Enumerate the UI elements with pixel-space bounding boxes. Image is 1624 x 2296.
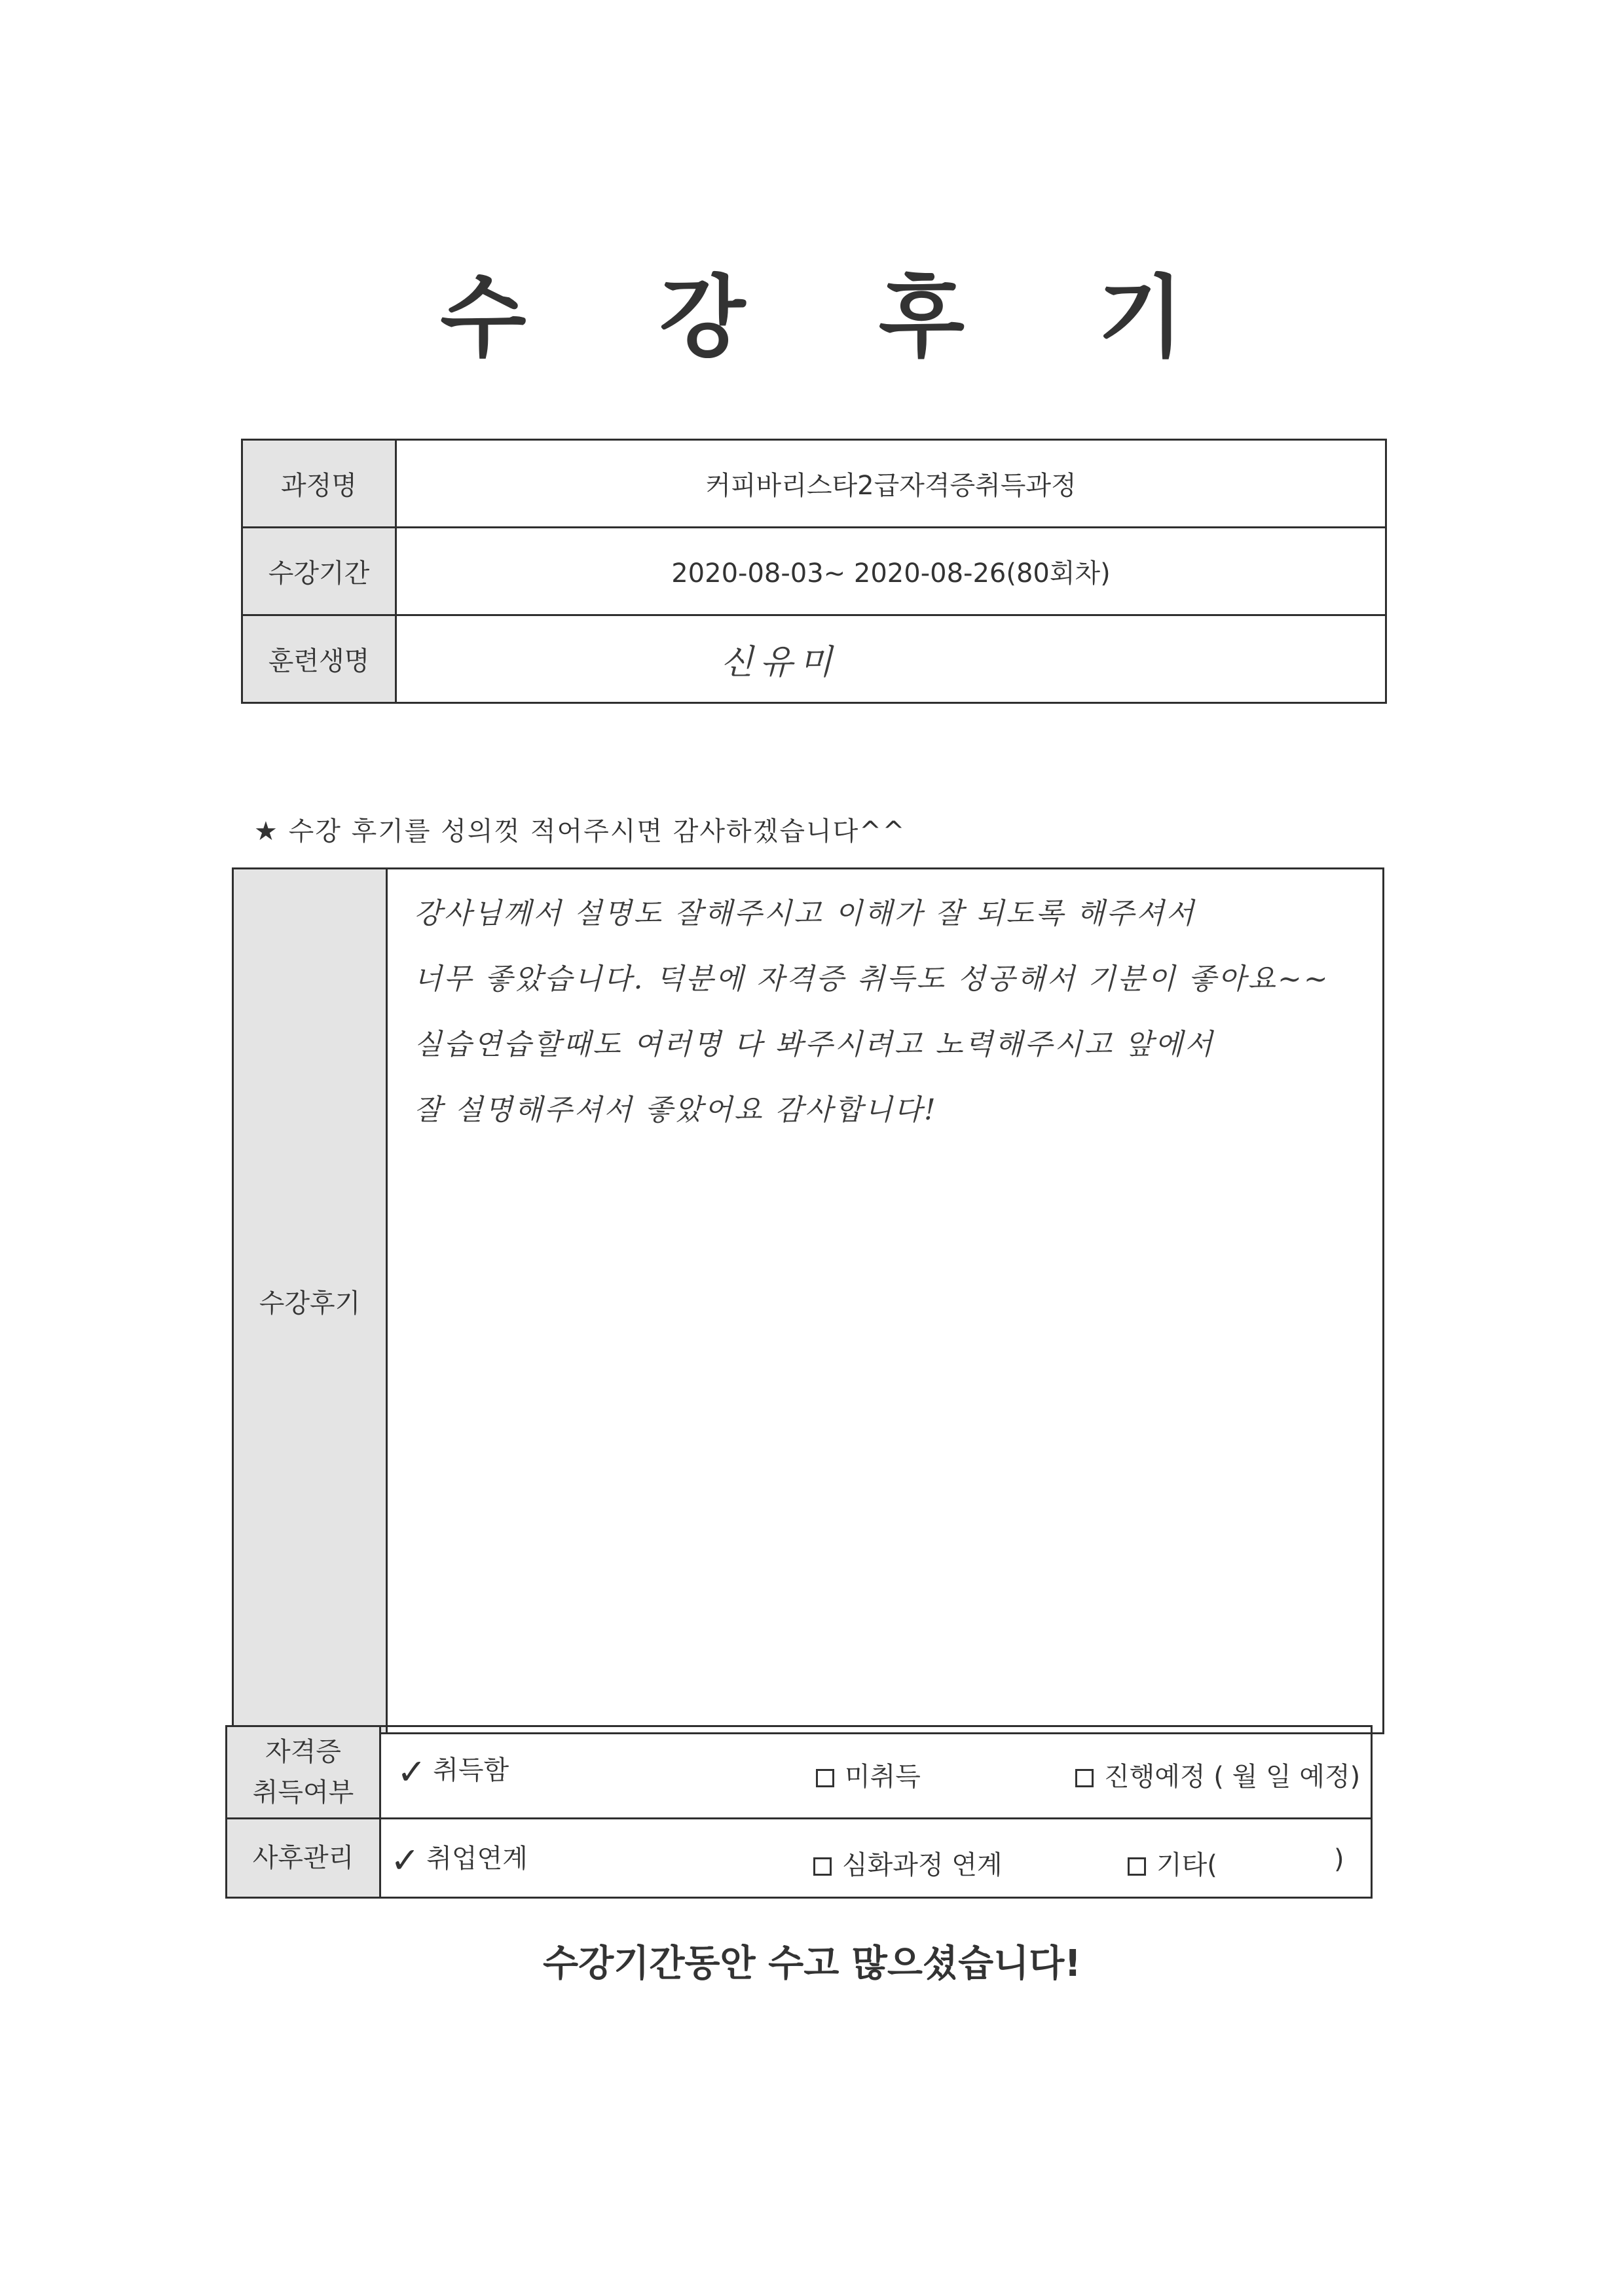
certificate-option-scheduled[interactable]: 진행예정 ( 월 일 예정) bbox=[1075, 1756, 1360, 1793]
trainee-label: 훈련생명 bbox=[242, 615, 396, 703]
review-body bbox=[387, 869, 1384, 1734]
aftercare-option-advanced-course[interactable]: 심화과정 연계 bbox=[813, 1844, 1003, 1882]
certificate-option-obtained[interactable]: ✓ 취득함 bbox=[397, 1751, 509, 1793]
certificate-row bbox=[227, 1726, 1372, 1819]
aftercare-label: 사후관리 bbox=[227, 1819, 380, 1898]
checkbox-icon bbox=[1075, 1769, 1094, 1787]
period-label: 수강기간 bbox=[242, 528, 396, 615]
certificate-options bbox=[380, 1726, 1372, 1819]
checkbox-icon bbox=[816, 1769, 834, 1787]
page-title: 수 강 후 기 bbox=[440, 266, 1235, 370]
course-label: 과정명 bbox=[242, 440, 396, 528]
trainee-row bbox=[242, 615, 1386, 703]
certificate-label bbox=[227, 1726, 380, 1819]
aftercare-row bbox=[227, 1819, 1372, 1898]
trainee-name-handwritten: 신유미 bbox=[720, 643, 839, 682]
course-value: 커피바리스타2급자격증취득과정 bbox=[396, 440, 1386, 528]
period-row bbox=[242, 528, 1386, 615]
course-row bbox=[242, 440, 1386, 528]
check-mark-icon: ✓ bbox=[390, 1839, 420, 1881]
aftercare-other-close: ) bbox=[1334, 1844, 1344, 1874]
review-instruction: ★ 수강 후기를 성의껏 적어주시면 감사하겠습니다^^ bbox=[254, 816, 906, 847]
review-line-3: 실습연습할때도 여러명 다 봐주시려고 노력해주시고 앞에서 bbox=[414, 1028, 1215, 1061]
aftercare-option-employment[interactable]: ✓ 취업연계 bbox=[390, 1839, 528, 1881]
aftercare-option-other[interactable]: 기타( bbox=[1128, 1844, 1217, 1882]
period-value: 2020-08-03~ 2020-08-26(80회차) bbox=[396, 528, 1386, 615]
review-line-1: 강사님께서 설명도 잘해주시고 이해가 잘 되도록 해주셔서 bbox=[414, 897, 1196, 930]
certificate-label-line1: 자격증 bbox=[265, 1737, 341, 1767]
review-row bbox=[233, 869, 1384, 1734]
status-table bbox=[225, 1725, 1373, 1899]
checkbox-icon bbox=[813, 1857, 832, 1876]
aftercare-options bbox=[380, 1819, 1372, 1898]
review-line-2: 너무 좋았습니다. 덕분에 자격증 취득도 성공해서 기분이 좋아요~~ bbox=[414, 962, 1330, 996]
trainee-value-cell bbox=[396, 615, 1386, 703]
certificate-option-not-obtained[interactable]: 미취득 bbox=[816, 1756, 921, 1793]
review-table bbox=[232, 867, 1384, 1734]
checkbox-icon bbox=[1128, 1857, 1146, 1876]
review-line-4: 잘 설명해주셔서 좋았어요 감사합니다! bbox=[414, 1093, 938, 1127]
course-info-table bbox=[241, 439, 1387, 704]
review-label: 수강후기 bbox=[233, 869, 387, 1734]
check-mark-icon: ✓ bbox=[397, 1751, 427, 1793]
closing-message: 수강기간동안 수고 많으셨습니다! bbox=[543, 1942, 1081, 1985]
certificate-label-line2: 취득여부 bbox=[252, 1777, 354, 1808]
